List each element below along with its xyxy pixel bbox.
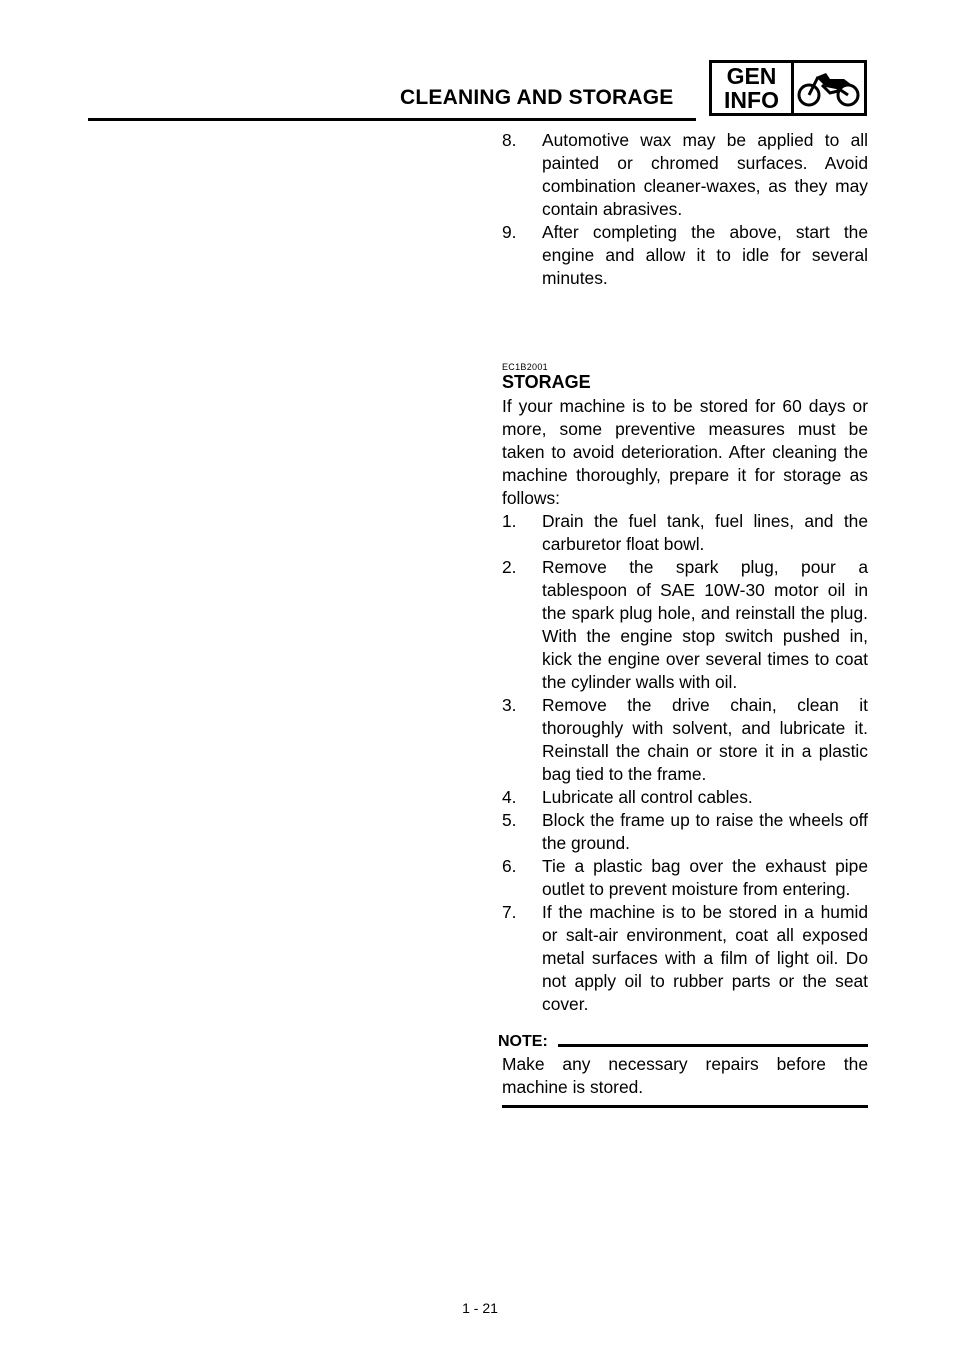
item-number: 7. [502, 902, 517, 922]
note-bottom-divider [502, 1105, 868, 1108]
note-box [498, 1030, 868, 1108]
list-item [502, 855, 868, 901]
page-title: CLEANING AND STORAGE [400, 86, 674, 109]
note-label: NOTE: [498, 1033, 548, 1050]
item-number: 2. [502, 557, 517, 577]
badge-line-1: GEN [726, 63, 777, 89]
item-number: 9. [502, 222, 517, 242]
section-title: STORAGE [502, 372, 591, 392]
item-text: Block the frame up to raise the wheels off the ground. [542, 810, 868, 853]
list-item [502, 809, 868, 855]
item-number: 8. [502, 130, 517, 150]
storage-section [498, 362, 868, 1108]
badge-label [712, 63, 794, 113]
item-text: Remove the drive chain, clean it thoroughly with solvent, and lubricate it. Reinstall the chain or store it in a plastic bag tied to the frame. [542, 695, 868, 784]
section-code: EC1B2001 [502, 362, 548, 372]
item-number: 1. [502, 511, 517, 531]
list-item [502, 901, 868, 1016]
cleaning-list [502, 129, 868, 290]
note-text: Make any necessary repairs before the machine is stored. [502, 1054, 868, 1097]
item-number: 5. [502, 810, 517, 830]
item-text: Remove the spark plug, pour a tablespoon of SAE 10W-30 motor oil in the spark plug hole, and reinstall the plug. With the engine stop switch pushed in, kick the engine over several times to coat the cylinder walls with oil. [542, 557, 868, 692]
page-number: 1 - 21 [462, 1300, 498, 1316]
header-divider [88, 118, 696, 121]
motorcycle-icon [794, 63, 864, 113]
storage-steps [502, 510, 868, 1016]
list-item [502, 510, 868, 556]
note-header [498, 1030, 868, 1053]
storage-intro: If your machine is to be stored for 60 days or more, some preventive measures must be taken to avoid deterioration. After cleaning the machine thoroughly, prepare it for storage as follows: [502, 396, 868, 508]
list-item [502, 221, 868, 290]
note-divider [558, 1044, 868, 1047]
gen-info-badge [709, 60, 867, 116]
item-text: Automotive wax may be applied to all painted or chromed surfaces. Avoid combination cleaner-waxes, as they may contain abrasives. [542, 130, 868, 219]
item-text: Drain the fuel tank, fuel lines, and the carburetor float bowl. [542, 511, 868, 554]
list-item [502, 556, 868, 694]
item-text: After completing the above, start the engine and allow it to idle for several minutes. [542, 222, 868, 288]
badge-line-2: INFO [724, 87, 779, 113]
item-text: If the machine is to be stored in a humid or salt-air environment, coat all exposed metal surfaces with a film of light oil. Do not apply oil to rubber parts or the seat cover. [542, 902, 868, 1014]
item-text: Tie a plastic bag over the exhaust pipe outlet to prevent moisture from entering. [542, 856, 868, 899]
item-number: 6. [502, 856, 517, 876]
list-item [502, 786, 868, 809]
item-number: 4. [502, 787, 517, 807]
item-text: Lubricate all control cables. [542, 787, 753, 807]
item-number: 3. [502, 695, 517, 715]
list-item [502, 129, 868, 221]
list-item [502, 694, 868, 786]
